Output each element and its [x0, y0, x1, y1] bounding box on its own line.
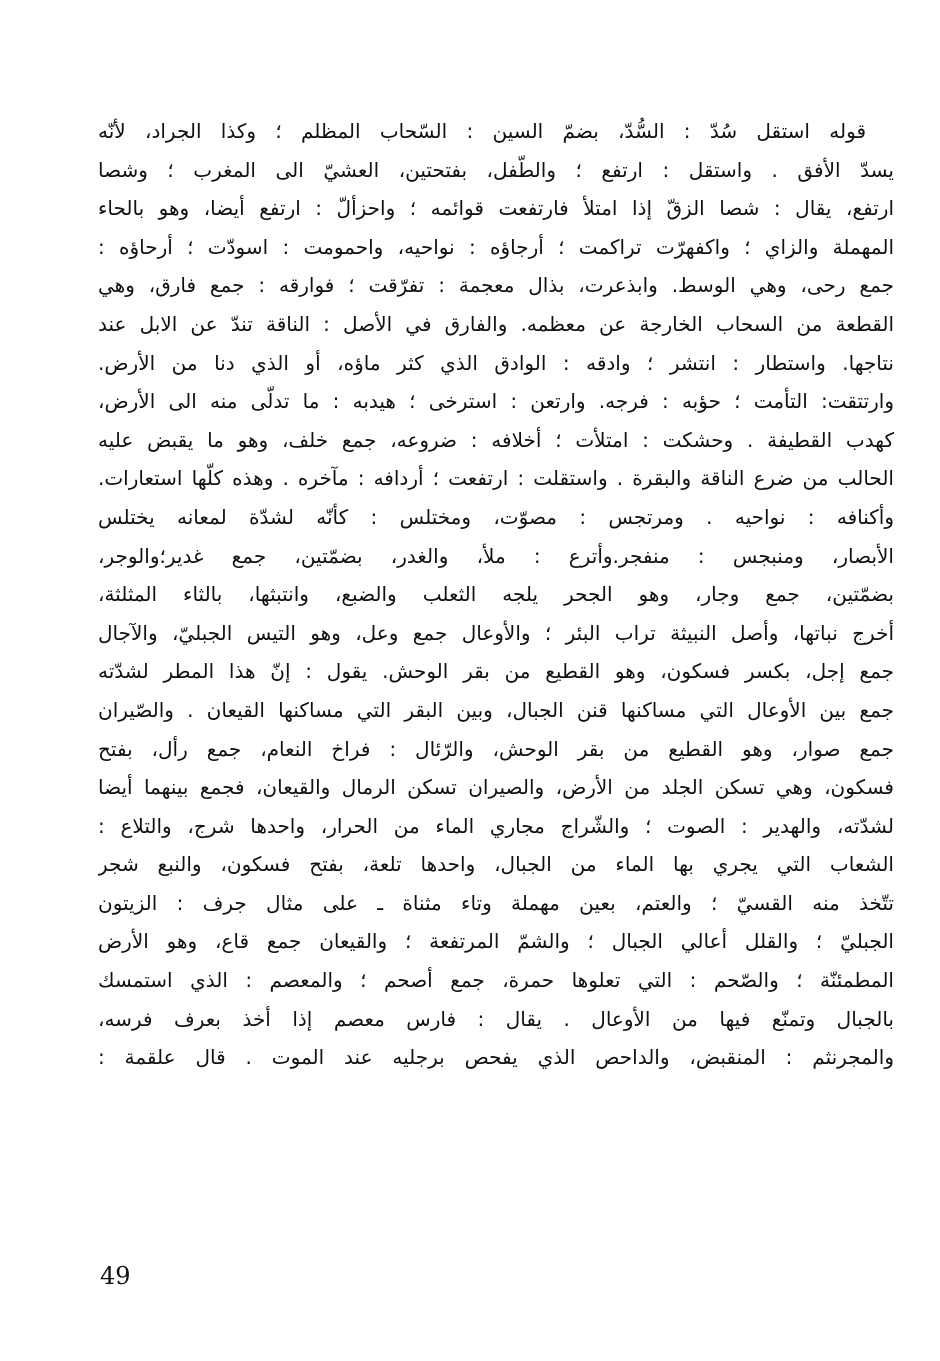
text-line: الأبصار، ومنبجس : منفجر.وأترع : ملأ، والغدر، بضمّتين، جمع غدير؛والوجر،	[98, 543, 894, 568]
text-line: جمع صوار، وهو القطيع من بقر الوحش، والرّئال : فراخ النعام، جمع رأل، بفتح	[98, 736, 894, 761]
text-line: الجبليّ ؛ والقلل أعالي الجبال ؛ والشمّ المرتفعة ؛ والقيعان جمع قاع، وهو الأرض	[98, 929, 894, 954]
text-line: جمع إجل، بكسر فسكون، وهو القطيع من بقر الوحش. يقول : إنّ هذا المطر لشدّته	[98, 659, 894, 684]
text-line: بالجبال وتمنّع فيها من الأوعال . يقال : فارس معصم إذا أخذ بعرف فرسه،	[98, 1006, 894, 1031]
text-line: جمع بين الأوعال التي مساكنها قنن الجبال، وبين البقر التي مساكنها القيعان . والصّيران	[98, 697, 894, 722]
text-line: القطعة من السحاب الخارجة عن معظمه. والفارق في الأصل : الناقة تندّ عن الابل عند	[98, 311, 894, 336]
page-number: 49	[100, 1262, 131, 1290]
text-line: المطمئنّة ؛ والصّحم : التي تعلوها حمرة، جمع أصحم ؛ والمعصم : الذي استمسك	[98, 968, 894, 993]
text-line: أخرج نباتها، وأصل النبيثة تراب البئر ؛ والأوعال جمع وعل، وهو التيس الجبليّ، والآجال	[98, 620, 894, 645]
text-line: المهملة والزاي ؛ واكفهرّت تراكمت ؛ أرجاؤه : نواحيه، واحمومت : اسودّت ؛ أرحاؤه :	[98, 234, 894, 259]
text-line: وارتتقت: التأمت ؛ حؤبه : فرجه. وارتعن : استرخى ؛ هيدبه : ما تدلّى منه الى الأرض،	[98, 389, 894, 414]
text-line: لشدّته، والهدير : الصوت ؛ والشّراج مجاري الماء من الحرار، واحدها شرج، والتلاع :	[98, 813, 894, 838]
text-line: فسكون، وهي تسكن الجلد من الأرض، والصيران تسكن الرمال والقيعان، فجمع بينهما أيضا	[98, 775, 894, 800]
text-line: يسدّ الأفق . واستقل : ارتفع ؛ والطّفل، بفتحتين، العشيّ الى المغرب ؛ وشصا	[98, 157, 894, 182]
text-line: قوله استقل سُدّ : السُّدّ، بضمّ السين : السّحاب المظلم ؛ وكذا الجراد، لأنّه	[98, 119, 866, 143]
text-line: نتاجها. واستطار : انتشر ؛ وادقه : الوادق الذي كثر ماؤه، أو الذي دنا من الأرض.	[98, 350, 894, 375]
page-body-text	[98, 112, 894, 1077]
text-line: الحالب من ضرع الناقة والبقرة . واستقلت : ارتفعت ؛ أردافه : مآخره . وهذه كلّها استعارات.	[98, 466, 894, 491]
text-line: تتّخذ منه القسيّ ؛ والعتم، بعين مهملة وتاء مثناة ـ على مثال جرف : الزيتون	[98, 890, 894, 915]
text-line: بضمّتين، جمع وجار، وهو الجحر يلجه الثعلب والضبع، وانتبثها، بالثاء المثلثة،	[98, 582, 894, 607]
text-line: ارتفع، يقال : شصا الزقّ إذا امتلأ فارتفعت قوائمه ؛ واحزألّ : ارتفع أيضا، وهو بالحاء	[98, 196, 894, 221]
text-line: جمع رحى، وهي الوسط. وابذعرت، بذال معجمة : تفرّقت ؛ فوارقه : جمع فارق، وهي	[98, 273, 894, 298]
text-line: والمجرنثم : المنقبض، والداحص الذي يفحص برجليه عند الموت . قال علقمة :	[98, 1045, 894, 1070]
text-line: وأكنافه : نواحيه . ومرتجس : مصوّت، ومختلس : كأنّه لشدّة لمعانه يختلس	[98, 504, 894, 529]
text-line: كهدب القطيفة . وحشكت : امتلأت ؛ أخلافه : ضروعه، جمع خلف، وهو ما يقبض عليه	[98, 427, 894, 452]
text-line: الشعاب التي يجري بها الماء من الجبال، واحدها تلعة، بفتح فسكون، والنبع شجر	[98, 852, 894, 877]
